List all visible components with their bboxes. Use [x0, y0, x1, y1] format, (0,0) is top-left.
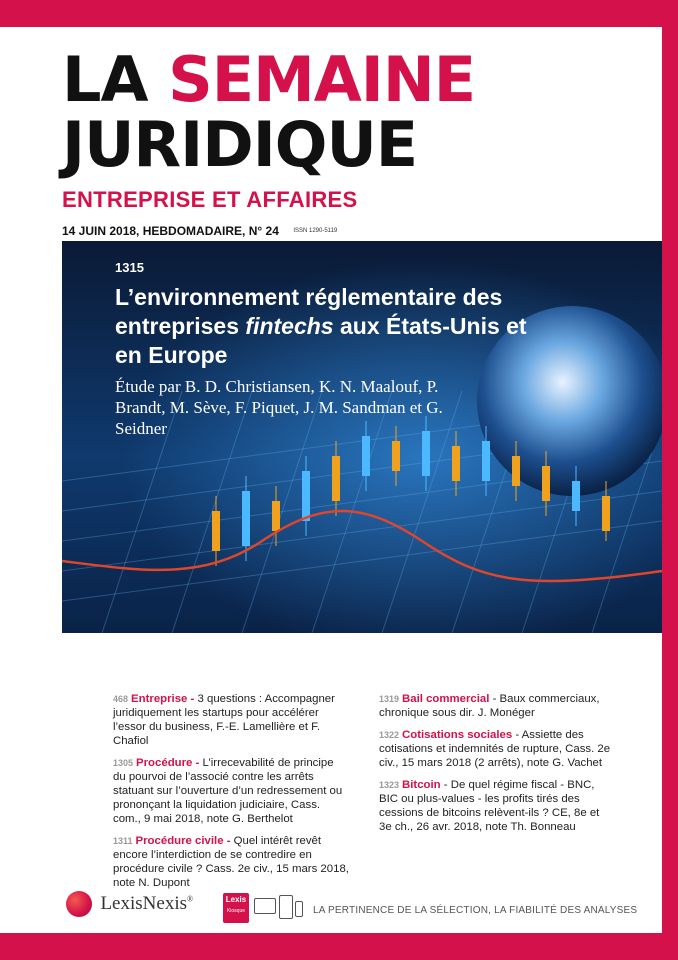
laptop-icon: [254, 898, 276, 914]
summary-column-right: [379, 692, 613, 842]
kiosque-brand: Lexis: [225, 895, 247, 904]
entry-rubric: Bitcoin: [402, 779, 441, 791]
masthead-word-semaine: SEMAINE: [168, 43, 476, 116]
top-red-band: [0, 0, 678, 27]
entry-number: 1305: [113, 758, 134, 768]
masthead-word-la: LA: [62, 43, 148, 116]
summary-entry: [379, 728, 613, 770]
cover-title-part1: L’environnement réglementaire des entreprises: [115, 284, 503, 339]
entry-rubric: Entreprise -: [131, 693, 195, 705]
masthead: [62, 43, 622, 181]
publisher-name: LexisNexis®: [100, 893, 194, 914]
summary-column-left: [113, 692, 349, 898]
cover-article-number: 1315: [115, 260, 144, 275]
lexisnexis-logo: [66, 891, 193, 923]
entry-text: 3 questions : Accompagner juridiquement les startups pour accélérer l’essor du business, F.-E. Lamellière et F. Chafiol: [113, 693, 335, 747]
entry-rubric: Bail commercial: [402, 693, 490, 705]
issue-line: [62, 222, 337, 240]
bottom-red-band: [0, 933, 678, 960]
tablet-icon: [279, 895, 293, 919]
summary-entry: [379, 692, 613, 720]
cover-image: [62, 241, 662, 633]
summary-entry: [379, 778, 613, 834]
masthead-subtitle: ENTREPRISE ET AFFAIRES: [62, 187, 358, 212]
lexisnexis-globe-icon: [66, 891, 92, 917]
footer-tagline: LA PERTINENCE DE LA SÉLECTION, LA FIABILITÉ DES ANALYSES: [313, 905, 638, 916]
summary-entry: [113, 756, 349, 826]
entry-text: - Baux commerciaux, chronique sous dir. J. Monéger: [379, 693, 600, 719]
entry-rubric: Procédure civile -: [135, 835, 231, 847]
masthead-word-juridique: JURIDIQUE: [62, 108, 418, 181]
summary-entry: [113, 692, 349, 748]
kiosque-icon: [223, 893, 249, 923]
entry-text: Quel intérêt revêt encore l’interdiction de se contredire en procédure civile ? Cass. 2e civ., 15 mars 2018, note N. Dupont: [113, 835, 349, 889]
right-red-band: [662, 27, 678, 933]
entry-text: - Assiette des cotisations et indemnités de rupture, Cass. 2e civ., 15 mars 2018 (2 arrêts), note G. Vachet: [379, 729, 611, 769]
entry-text: L’irrecevabilité de principe du pourvoi de l’associé contre les arrêts statuant sur l’ouverture d’un redressement ou prononçant la liquidation judiciaire, Cass. com., 9 mai 2018, note G. Berthelot: [113, 757, 343, 825]
masthead-title-line1: [62, 43, 622, 116]
entry-number: 1319: [379, 694, 400, 704]
kiosque-label: Kiosque: [226, 908, 246, 914]
entry-number: 1311: [113, 836, 133, 846]
entry-text: - De quel régime fiscal - BNC, BIC ou plus-values - les profits tirés des cessions de bitcoins relèvent-ils ? CE, 8e et 3e ch., 26 avr. 2018, note Th. Bonneau: [379, 779, 600, 833]
cover-title-part2: aux États-Unis et en Europe: [115, 313, 527, 368]
cover-authors: Étude par B. D. Christiansen, K. N. Maalouf, P. Brandt, M. Sève, F. Piquet, J. M. Sandman et G. Seidner: [115, 377, 443, 438]
issue-date: 14 JUIN 2018, HEBDOMADAIRE, N° 24: [62, 224, 279, 238]
summary-entry: [113, 834, 349, 890]
entry-number: 1323: [379, 780, 400, 790]
issn: ISSN 1290-5119: [293, 227, 338, 234]
phone-icon: [295, 901, 303, 917]
cover-title-italic: fintechs: [245, 313, 334, 339]
entry-number: 468: [113, 694, 129, 704]
cover-title: [115, 283, 535, 370]
entry-rubric: Procédure -: [136, 757, 200, 769]
entry-rubric: Cotisations sociales: [402, 729, 513, 741]
entry-number: 1322: [379, 730, 400, 740]
